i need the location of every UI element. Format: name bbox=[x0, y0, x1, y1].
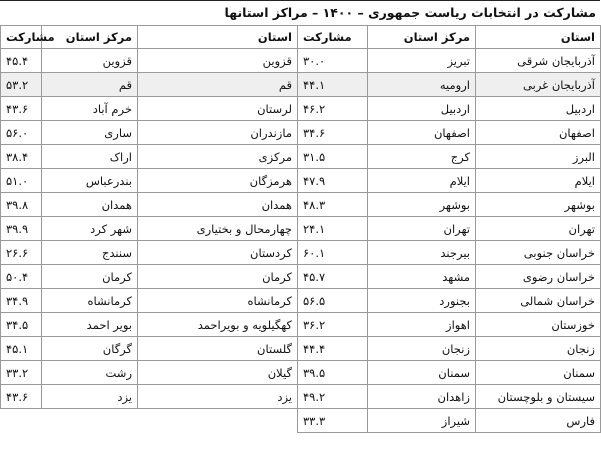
header-capital: مرکز استان bbox=[368, 26, 476, 49]
cell-province: هرمزگان bbox=[138, 169, 298, 193]
cell-participation: ۳۰.۰ bbox=[298, 49, 368, 73]
cell-participation: ۳۴.۶ bbox=[298, 121, 368, 145]
table-row bbox=[1, 241, 601, 265]
cell-province: کرمان bbox=[138, 265, 298, 289]
table-row bbox=[1, 361, 601, 385]
cell-province: خراسان شمالی bbox=[476, 289, 601, 313]
cell-participation: ۳۴.۹ bbox=[1, 289, 42, 313]
cell-capital: بندرعباس bbox=[42, 169, 138, 193]
cell-province: گلستان bbox=[138, 337, 298, 361]
cell-participation: ۳۳.۳ bbox=[298, 409, 368, 433]
cell-province: قزوین bbox=[138, 49, 298, 73]
cell-province: مرکزی bbox=[138, 145, 298, 169]
cell-province: چهارمحال و بختیاری bbox=[138, 217, 298, 241]
cell-capital: بجنورد bbox=[368, 289, 476, 313]
cell-participation: ۴۵.۷ bbox=[298, 265, 368, 289]
table-row bbox=[1, 337, 601, 361]
cell-participation: ۳۳.۲ bbox=[1, 361, 42, 385]
cell-capital: شیراز bbox=[368, 409, 476, 433]
cell-province: کهگیلویه و بویراحمد bbox=[138, 313, 298, 337]
table-row bbox=[1, 121, 601, 145]
cell-participation: ۴۳.۶ bbox=[1, 97, 42, 121]
cell-participation: ۶۰.۱ bbox=[298, 241, 368, 265]
cell-participation: ۲۶.۶ bbox=[1, 241, 42, 265]
cell-participation: ۵۱.۰ bbox=[1, 169, 42, 193]
cell-participation: ۴۵.۱ bbox=[1, 337, 42, 361]
cell-capital: قزوین bbox=[42, 49, 138, 73]
table-row bbox=[1, 169, 601, 193]
cell-participation: ۳۸.۴ bbox=[1, 145, 42, 169]
cell-participation: ۵۳.۲ bbox=[1, 73, 42, 97]
cell-capital: زنجان bbox=[368, 337, 476, 361]
table-row bbox=[1, 385, 601, 409]
cell-capital: قم bbox=[42, 73, 138, 97]
cell-capital: تبریز bbox=[368, 49, 476, 73]
table-title: مشارکت در انتخابات ریاست جمهوری – ۱۴۰۰ – مراکز استانها bbox=[0, 0, 600, 25]
cell-capital: اصفهان bbox=[368, 121, 476, 145]
cell-participation: ۳۹.۵ bbox=[298, 361, 368, 385]
cell-capital: اراک bbox=[42, 145, 138, 169]
cell-province: خراسان جنوبی bbox=[476, 241, 601, 265]
cell-province: اصفهان bbox=[476, 121, 601, 145]
cell-province: آذربایجان شرقی bbox=[476, 49, 601, 73]
cell-province: کرمانشاه bbox=[138, 289, 298, 313]
cell-province: خراسان رضوی bbox=[476, 265, 601, 289]
cell-participation: ۲۴.۱ bbox=[298, 217, 368, 241]
cell-participation: ۵۰.۴ bbox=[1, 265, 42, 289]
cell-province: خوزستان bbox=[476, 313, 601, 337]
cell-participation: ۴۶.۲ bbox=[298, 97, 368, 121]
participation-table bbox=[0, 25, 601, 433]
cell-capital: اهواز bbox=[368, 313, 476, 337]
cell-capital: اردبیل bbox=[368, 97, 476, 121]
header-row bbox=[1, 26, 601, 49]
cell-capital: بویر احمد bbox=[42, 313, 138, 337]
cell-capital: ارومیه bbox=[368, 73, 476, 97]
cell-province: زنجان bbox=[476, 337, 601, 361]
cell-participation: ۳۱.۵ bbox=[298, 145, 368, 169]
cell-participation: ۴۳.۶ bbox=[1, 385, 42, 409]
cell-province: سمنان bbox=[476, 361, 601, 385]
cell-province: ایلام bbox=[476, 169, 601, 193]
cell-province: گیلان bbox=[138, 361, 298, 385]
cell-participation: ۵۶.۵ bbox=[298, 289, 368, 313]
cell-capital: کرمان bbox=[42, 265, 138, 289]
cell-capital: ایلام bbox=[368, 169, 476, 193]
cell-participation: ۴۴.۴ bbox=[298, 337, 368, 361]
cell-capital: سمنان bbox=[368, 361, 476, 385]
cell-province: اردبیل bbox=[476, 97, 601, 121]
cell-province: لرستان bbox=[138, 97, 298, 121]
cell-participation: ۴۹.۲ bbox=[298, 385, 368, 409]
cell-participation: ۳۶.۲ bbox=[298, 313, 368, 337]
cell-province: مازندران bbox=[138, 121, 298, 145]
cell-capital: گرگان bbox=[42, 337, 138, 361]
cell-capital: بیرجند bbox=[368, 241, 476, 265]
cell-capital: کرمانشاه bbox=[42, 289, 138, 313]
cell-province: قم bbox=[138, 73, 298, 97]
cell-capital: سنندج bbox=[42, 241, 138, 265]
cell-province: همدان bbox=[138, 193, 298, 217]
cell-capital: مشهد bbox=[368, 265, 476, 289]
header-participation: مشارکت bbox=[298, 26, 368, 49]
cell-participation: ۴۵.۴ bbox=[1, 49, 42, 73]
header-province: استان bbox=[138, 26, 298, 49]
cell-province: البرز bbox=[476, 145, 601, 169]
cell-participation: ۳۹.۸ bbox=[1, 193, 42, 217]
cell-province: سیستان و بلوچستان bbox=[476, 385, 601, 409]
cell-participation: ۴۸.۳ bbox=[298, 193, 368, 217]
empty-cell bbox=[1, 409, 298, 433]
cell-capital: ساری bbox=[42, 121, 138, 145]
table-row bbox=[1, 217, 601, 241]
cell-capital: بوشهر bbox=[368, 193, 476, 217]
cell-participation: ۴۴.۱ bbox=[298, 73, 368, 97]
cell-province: کردستان bbox=[138, 241, 298, 265]
table-row bbox=[1, 73, 601, 97]
cell-capital: یزد bbox=[42, 385, 138, 409]
cell-capital: خرم آباد bbox=[42, 97, 138, 121]
header-province: استان bbox=[476, 26, 601, 49]
cell-province: فارس bbox=[476, 409, 601, 433]
table-row bbox=[1, 145, 601, 169]
table-row bbox=[1, 289, 601, 313]
cell-capital: شهر کرد bbox=[42, 217, 138, 241]
cell-capital: تهران bbox=[368, 217, 476, 241]
cell-participation: ۴۷.۹ bbox=[298, 169, 368, 193]
header-participation: مشارکت bbox=[1, 26, 42, 49]
header-capital: مرکز استان bbox=[42, 26, 138, 49]
cell-province: بوشهر bbox=[476, 193, 601, 217]
cell-capital: کرج bbox=[368, 145, 476, 169]
table-row bbox=[1, 49, 601, 73]
cell-province: تهران bbox=[476, 217, 601, 241]
table-row bbox=[1, 313, 601, 337]
cell-capital: همدان bbox=[42, 193, 138, 217]
table-row bbox=[1, 265, 601, 289]
cell-participation: ۳۴.۵ bbox=[1, 313, 42, 337]
cell-capital: زاهدان bbox=[368, 385, 476, 409]
cell-participation: ۵۶.۰ bbox=[1, 121, 42, 145]
table-row bbox=[1, 97, 601, 121]
cell-province: آذربایجان غربی bbox=[476, 73, 601, 97]
cell-participation: ۳۹.۹ bbox=[1, 217, 42, 241]
table-row bbox=[1, 409, 601, 433]
cell-province: یزد bbox=[138, 385, 298, 409]
table-row bbox=[1, 193, 601, 217]
cell-capital: رشت bbox=[42, 361, 138, 385]
